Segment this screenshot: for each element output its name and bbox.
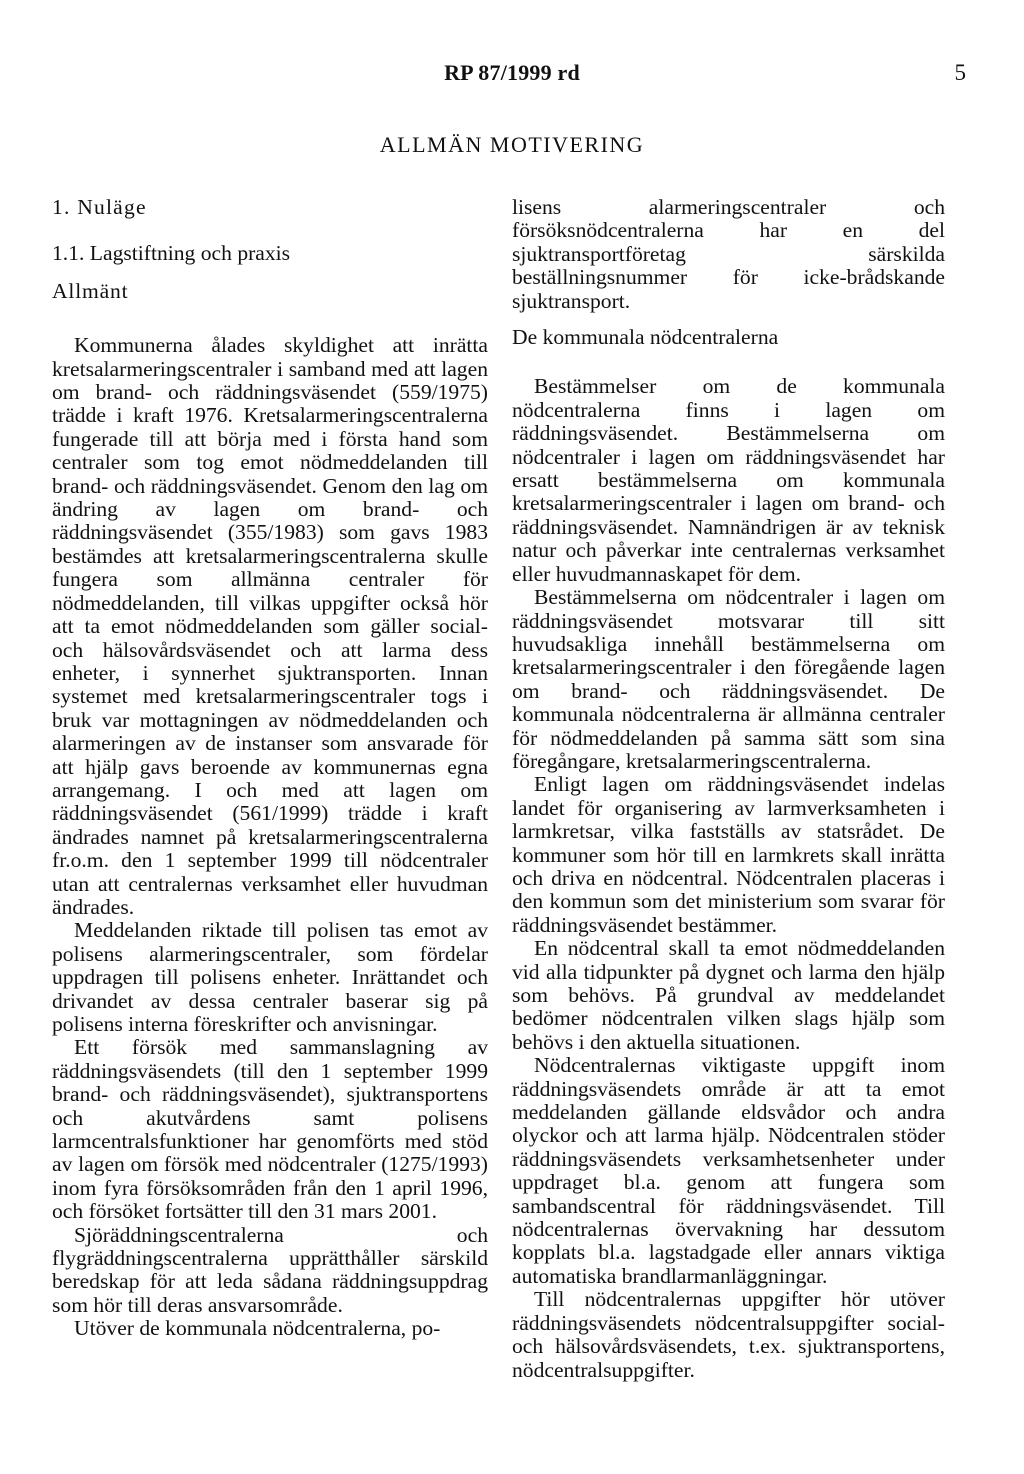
paragraph: Ett försök med sammanslagning av räddningsväsendets (till den 1 september 1999 brand- och räddningsväsendet), sjuktransportens och akutvårdens samt polisens larmcentralsfunktioner har genomförts med stöd av lagen om försök med nödcentraler (1275/1993) inom fyra försöksområden från den 1 april 1996, och försöket fortsätter till den 31 mars 2001.	[52, 1035, 488, 1224]
right-column	[512, 196, 945, 1382]
section-heading: ALLMÄN MOTIVERING	[379, 132, 645, 157]
paragraph: Till nödcentralernas uppgifter hör utöver räddningsväsendets nödcentralsuppgifter social- och hälsovårdsväsendets, t.ex. sjuktransportens, nödcentralsuppgifter.	[512, 1287, 945, 1382]
heading-kommunala-nodcentralerna: De kommunala nödcentralerna	[512, 325, 779, 350]
paragraph: Enligt lagen om räddningsväsendet indelas landet för organisering av larmverksamheten i larmkretsar, vilka fastställs av statsrådet. De kommuner som hör till en larmkrets skall inrätta och driva en nödcentral. Nödcentralen placeras i den kommun som det ministerium som svarar för räddningsväsendet bestämmer.	[512, 772, 945, 937]
paragraph: Utöver de kommunala nödcentralerna, po-	[74, 1316, 441, 1341]
heading-allmant: Allmänt	[52, 278, 129, 303]
heading-lagstiftning: 1.1. Lagstiftning och praxis	[52, 241, 291, 266]
paragraph: Sjöräddningscentralerna och flygräddningscentralerna upprätthåller särskild beredskap för att leda sådana räddningsuppdrag som hör till deras ansvarsområde.	[52, 1222, 488, 1317]
paragraph: En nödcentral skall ta emot nödmeddelanden vid alla tidpunkter på dygnet och larma den hjälp som behövs. På grundval av meddelandet bedömer nödcentralen vilken slags hjälp som behövs i den aktuella situationen.	[512, 936, 945, 1054]
paragraph-continuation: lisens alarmeringscentraler och försöksnödcentralerna har en del sjuktransportföretag särskilda beställningsnummer för icke-brådskande sjuktransport.	[512, 195, 945, 313]
paragraph: Meddelanden riktade till polisen tas emot av polisens alarmeringscentraler, som fördelar uppdragen till polisens enheter. Inrättandet och drivandet av dessa centraler baserar sig på polisens interna föreskrifter och anvisningar.	[52, 918, 488, 1036]
paragraph: Kommunerna ålades skyldighet att inrätta kretsalarmeringscentraler i samband med att lagen om brand- och räddningsväsendet (559/1975) trädde i kraft 1976. Kretsalarmeringscentralerna fungerade till att börja med i första hand som centraler som tog emot nödmeddelanden till brand- och räddningsväsendet. Genom den lag om ändring av lagen om brand- och räddningsväsendet (355/1983) som gavs 1983 bestämdes att kretsalarmeringscentralerna skulle fungera som allmänna centraler för nödmeddelanden, till vilkas uppgifter också hör att ta emot nödmeddelanden som gäller social- och hälsovårdsväsendet och att larma dess enheter, i synnerhet sjuktransporten. Innan systemet med kretsalarmeringscentraler togs i bruk var mottagningen av nödmeddelanden och alarmeringen av de instanser som ansvarade för att hjälp gavs beroende av kommunernas egna arrangemang. I och med att lagen om räddningsväsendet (561/1999) trädde i kraft ändrades namnet på kretsalarmeringscentralerna fr.o.m. den 1 september 1999 till nödcentraler utan att centralernas verksamhet eller huvudman ändrades.	[52, 333, 488, 919]
paragraph: Nödcentralernas viktigaste uppgift inom räddningsväsendets område är att ta emot meddelanden gällande eldsvådor och andra olyckor och att larma hjälp. Nödcentralen stöder räddningsväsendets verksamhetsenheter under uppdraget bl.a. genom att fungera som sambandscentral för räddningsväsendet. Till nödcentralernas övervakning har dessutom kopplats bl.a. lagstadgade eller annars viktiga automatiska brandlarmanläggningar.	[512, 1053, 945, 1288]
running-title: RP 87/1999 rd	[444, 60, 580, 85]
heading-nulage: 1. Nuläge	[52, 195, 147, 219]
left-column	[52, 196, 488, 1341]
paragraph: Bestämmelser om de kommunala nödcentralerna finns i lagen om räddningsväsendet. Bestämmelserna om nödcentraler i lagen om räddningsväsendet har ersatt bestämmelserna om kommunala kretsalarmeringscentraler i lagen om brand- och räddningsväsendet. Namnändrigen är av teknisk natur och påverkar inte centralernas verksamhet eller huvudmannaskapet för dem.	[512, 374, 945, 586]
paragraph: Bestämmelserna om nödcentraler i lagen om räddningsväsendet motsvarar till sitt huvudsakliga innehåll bestämmelserna om kretsalarmeringscentraler i den föregående lagen om brand- och räddningsväsendet. De kommunala nödcentralerna är allmänna centraler för nödmeddelanden på samma sätt som sina föregångare, kretsalarmeringscentralerna.	[512, 585, 945, 773]
page-number: 5	[954, 60, 966, 85]
